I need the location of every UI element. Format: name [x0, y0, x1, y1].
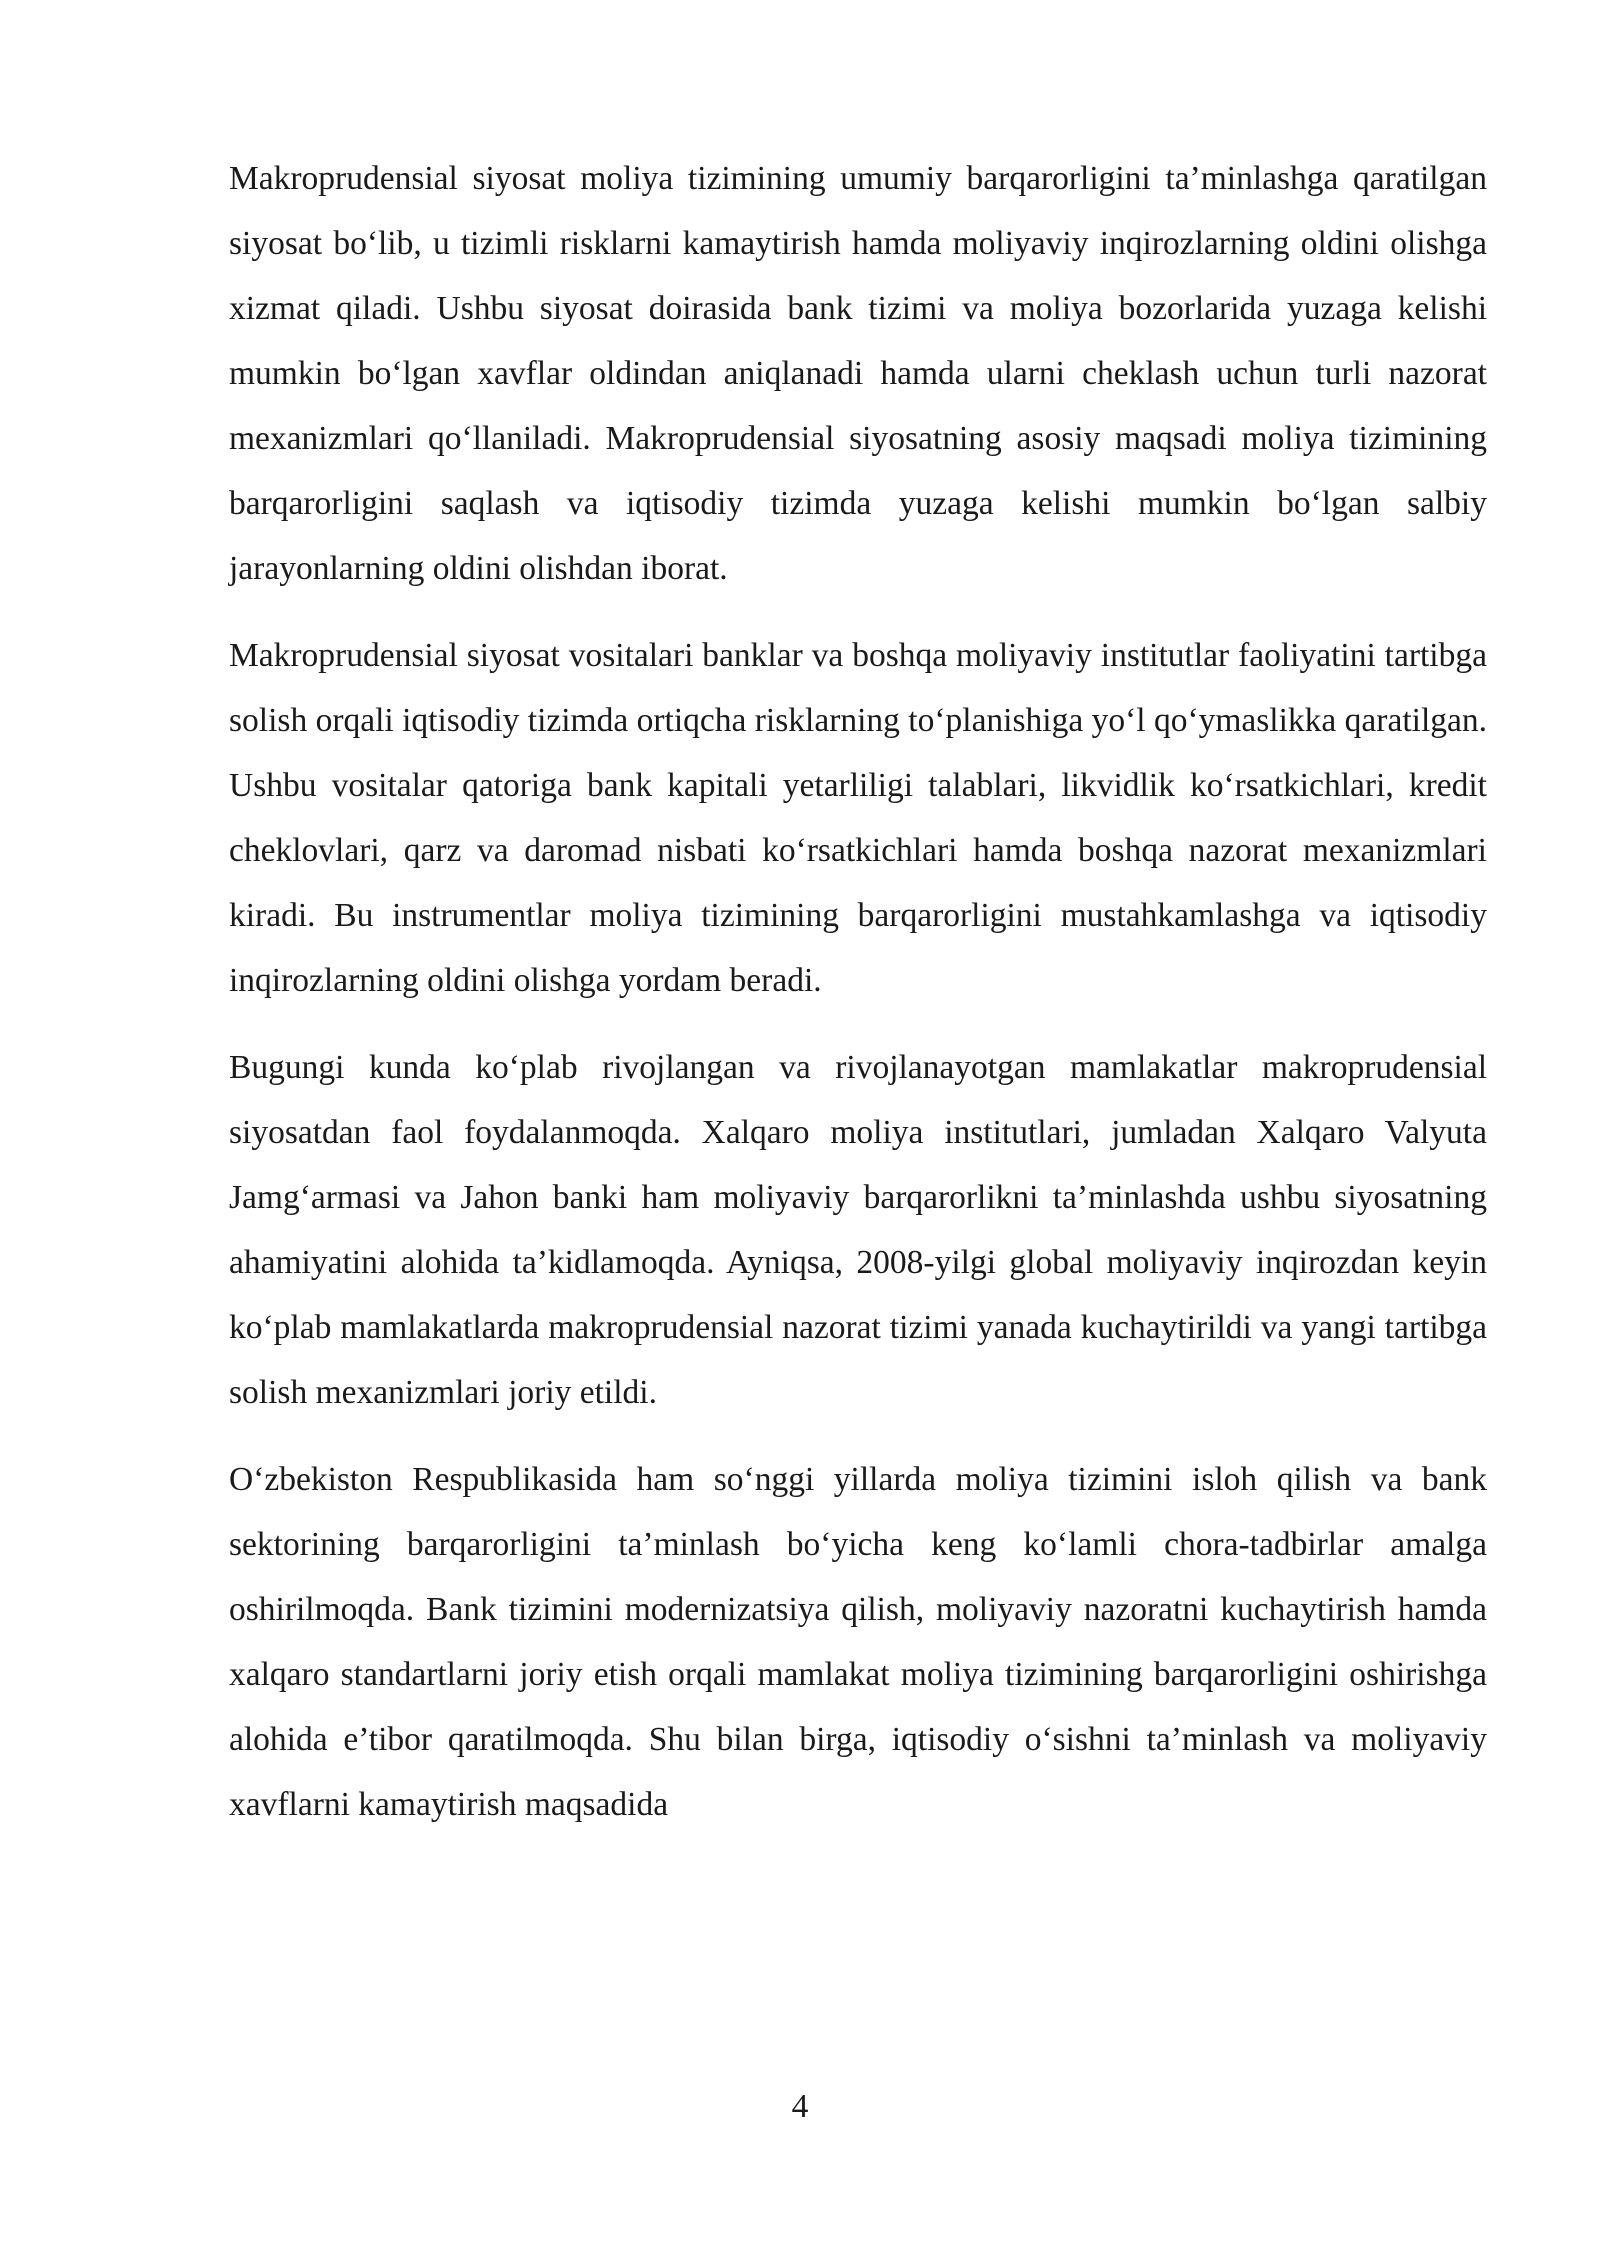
paragraph-2: Makroprudensial siyosat vositalari banklar va boshqa moliyaviy institutlar faoliyatini tartibga solish orqali iqtisodiy tizimda ortiqcha risklarning to‘planishiga yo‘l qo‘ymaslikka qaratilgan. Ushbu vositalar qatoriga bank kapitali yetarliligi talablari, likvidlik ko‘rsatkichlari, kredit cheklovlari, qarz va daromad nisbati ko‘rsatkichlari hamda boshqa nazorat mexanizmlari kiradi. Bu instrumentlar moliya tizimining barqarorligini mustahkamlashga va iqtisodiy inqirozlarning oldini olishga yordam beradi.	[229, 637, 1487, 999]
body-text	[229, 146, 1487, 1859]
paragraph-1: Makroprudensial siyosat moliya tizimining umumiy barqarorligini ta’minlashga qaratilgan siyosat bo‘lib, u tizimli risklarni kamaytirish hamda moliyaviy inqirozlarning oldini olishga xizmat qiladi. Ushbu siyosat doirasida bank tizimi va moliya bozorlarida yuzaga kelishi mumkin bo‘lgan xavflar oldindan aniqlanadi hamda ularni cheklash uchun turli nazorat mexanizmlari qo‘llaniladi. Makroprudensial siyosatning asosiy maqsadi moliya tizimining barqarorligini saqlash va iqtisodiy tizimda yuzaga kelishi mumkin bo‘lgan salbiy jarayonlarning oldini olishdan iborat.	[229, 160, 1487, 587]
paragraph-3: Bugungi kunda ko‘plab rivojlangan va rivojlanayotgan mamlakatlar makroprudensial siyosatdan faol foydalanmoqda. Xalqaro moliya institutlari, jumladan Xalqaro Valyuta Jamg‘armasi va Jahon banki ham moliyaviy barqarorlikni ta’minlashda ushbu siyosatning ahamiyatini alohida ta’kidlamoqda. Ayniqsa, 2008-yilgi global moliyaviy inqirozdan keyin ko‘plab mamlakatlarda makroprudensial nazorat tizimi yanada kuchaytirildi va yangi tartibga solish mexanizmlari joriy etildi.	[229, 1049, 1487, 1411]
paragraph-4: O‘zbekiston Respublikasida ham so‘nggi yillarda moliya tizimini isloh qilish va bank sektorining barqarorligini ta’minlash bo‘yicha keng ko‘lamli chora-tadbirlar amalga oshirilmoqda. Bank tizimini modernizatsiya qilish, moliyaviy nazoratni kuchaytirish hamda xalqaro standartlarni joriy etish orqali mamlakat moliya tizimining barqarorligini oshirishga alohida e’tibor qaratilmoqda. Shu bilan birga, iqtisodiy o‘sishni ta’minlash va moliyaviy xavflarni kamaytirish maqsadida	[229, 1461, 1487, 1823]
page-number: 4	[791, 2088, 809, 2125]
